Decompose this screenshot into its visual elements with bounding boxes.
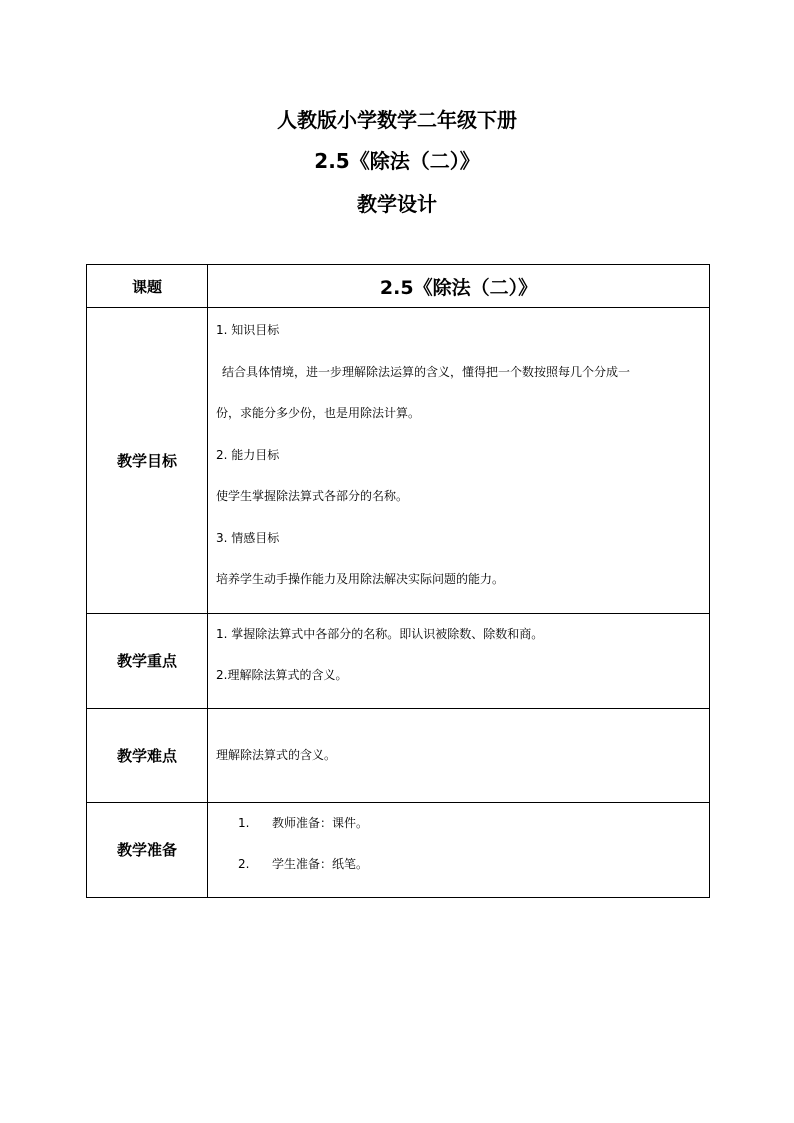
difficulties-content xyxy=(208,708,710,802)
goal-line: 1. 知识目标 xyxy=(216,323,280,337)
table-row-difficulties xyxy=(87,708,710,802)
lesson-plan-table xyxy=(86,264,710,898)
difficulties-label: 教学难点 xyxy=(87,708,208,802)
key-points-content xyxy=(208,613,710,708)
preparation-item-text: 教师准备：课件。 xyxy=(272,815,369,830)
course-value: 2.5《除法（二）》 xyxy=(208,265,710,308)
goals-content xyxy=(208,308,710,614)
goal-line: 培养学生动手操作能力及用除法解决实际问题的能力。 xyxy=(216,572,505,586)
preparation-item xyxy=(208,815,709,856)
preparation-item-text: 学生准备：纸笔。 xyxy=(272,856,369,871)
key-point-line: 1. 掌握除法算式中各部分的名称。即认识被除数、除数和商。 xyxy=(216,626,544,641)
key-point-line: 2.理解除法算式的含义。 xyxy=(216,667,348,682)
key-points-label: 教学重点 xyxy=(87,613,208,708)
document-title-lesson: 2.5《除法（二）》 xyxy=(314,149,480,173)
course-label: 课题 xyxy=(87,265,208,308)
goal-line: 3. 情感目标 xyxy=(216,530,280,545)
table-row-preparation xyxy=(87,802,710,897)
difficulty-text: 理解除法算式的含义。 xyxy=(216,747,337,762)
goal-line: 份，求能分多少份，也是用除法计算。 xyxy=(216,406,421,420)
document-title-grade: 人教版小学数学二年级下册 xyxy=(277,108,517,132)
preparation-item-number: 1. xyxy=(238,815,250,830)
goal-line: 结合具体情境，进一步理解除法运算的含义，懂得把一个数按照每几个分成一 xyxy=(222,364,631,379)
table-row-key-points xyxy=(87,613,710,708)
preparation-label: 教学准备 xyxy=(87,802,208,897)
table-row-course xyxy=(87,265,710,308)
document-title-type: 教学设计 xyxy=(357,192,437,216)
preparation-content xyxy=(208,802,710,897)
preparation-item-number: 2. xyxy=(238,856,250,871)
table-row-goals xyxy=(87,308,710,614)
preparation-item xyxy=(208,856,709,897)
goals-label: 教学目标 xyxy=(87,308,208,614)
goal-line: 使学生掌握除法算式各部分的名称。 xyxy=(216,489,409,503)
goal-line: 2. 能力目标 xyxy=(216,447,280,462)
